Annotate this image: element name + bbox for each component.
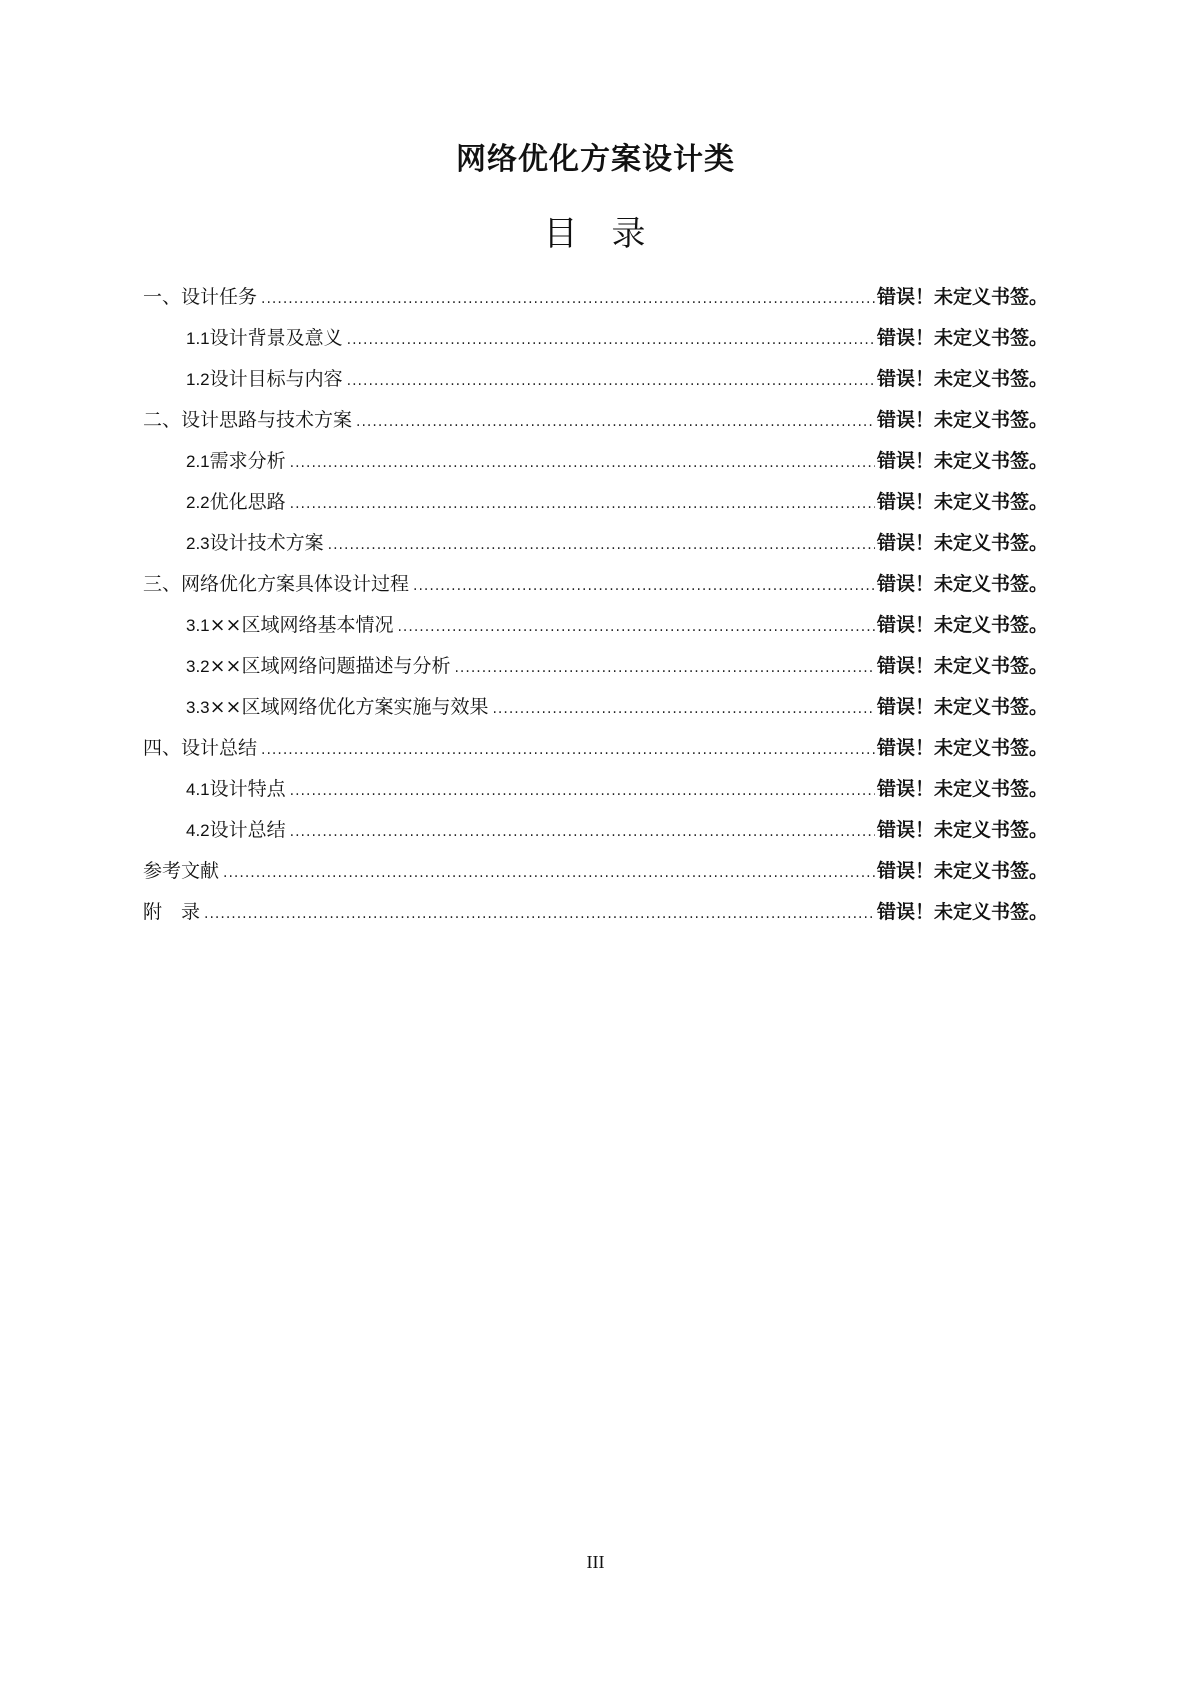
toc-entry-number: 3.3 [186,698,210,717]
toc-entry-label: 设计总结 [209,819,286,841]
toc-entry-number: 1.2 [186,370,210,389]
toc-entry-number: 三、 [143,574,182,595]
toc-entry-page-ref: 错误！未定义书签。 [876,450,1048,472]
toc-dot-leader [347,320,875,361]
toc-entry[interactable] [143,400,1048,441]
toc-entry[interactable] [143,687,1048,728]
toc-entry-number: 2.3 [186,534,210,553]
toc-entry[interactable] [143,892,1048,933]
toc-entry-page-ref: 错误！未定义书签。 [876,573,1048,595]
toc-dot-leader [492,689,875,730]
toc-entry[interactable] [143,851,1048,892]
toc-entry[interactable] [143,523,1048,564]
toc-entry[interactable] [143,769,1048,810]
toc-entry-label: 附 录 [143,901,201,923]
toc-entry-page-ref: 错误！未定义书签。 [876,737,1048,759]
toc-entry-number: 3.1 [186,616,210,635]
toc-entry-page-ref: 错误！未定义书签。 [876,286,1048,308]
toc-entry[interactable] [143,318,1048,359]
toc-entry-label: 设计特点 [209,778,286,800]
toc-entry[interactable] [143,728,1048,769]
toc-entry-page-ref: 错误！未定义书签。 [876,491,1048,513]
toc-dot-leader [204,894,875,935]
toc-entry[interactable] [143,441,1048,482]
toc-entry-label: 设计技术方案 [209,532,324,554]
toc-entry-number: 四、 [143,738,182,759]
toc-entry-page-ref: 错误！未定义书签。 [876,368,1048,390]
toc-entry-page-ref: 错误！未定义书签。 [876,696,1048,718]
toc-entry-label: ××区域网络优化方案实施与效果 [209,696,489,718]
toc-entry-page-ref: 错误！未定义书签。 [876,327,1048,349]
toc-entry-label: 需求分析 [209,450,286,472]
toc-dot-leader [356,402,875,443]
toc-dot-leader [454,648,875,689]
toc-entry[interactable] [143,482,1048,523]
toc-entry-number: 3.2 [186,657,210,676]
toc-dot-leader [290,443,875,484]
toc-dot-leader [290,484,875,525]
toc-entry-label: 设计背景及意义 [209,327,343,349]
toc-heading-left: 目 [543,214,580,254]
toc-entry-number: 二、 [143,410,182,431]
toc-entry[interactable] [143,810,1048,851]
toc-entry-page-ref: 错误！未定义书签。 [876,901,1048,923]
toc-dot-leader [347,361,875,402]
page-number: III [586,1552,605,1572]
toc-entry-page-ref: 错误！未定义书签。 [876,778,1048,800]
toc-entry-page-ref: 错误！未定义书签。 [876,860,1048,882]
toc-entry-label: 设计总结 [181,737,258,759]
document-title: 网络优化方案设计类 [456,142,735,177]
toc-entry-label: ××区域网络问题描述与分析 [209,655,451,677]
toc-entry[interactable] [143,605,1048,646]
toc-dot-leader [397,607,875,648]
toc-dot-leader [261,279,875,320]
toc-entry-page-ref: 错误！未定义书签。 [876,655,1048,677]
toc-dot-leader [290,812,875,853]
toc-heading [0,212,1191,256]
toc-entry-label: 设计任务 [181,286,258,308]
toc-entry[interactable] [143,277,1048,318]
toc-entry-page-ref: 错误！未定义书签。 [876,532,1048,554]
toc-heading-right: 录 [611,214,648,254]
toc-entry-page-ref: 错误！未定义书签。 [876,409,1048,431]
toc-entry-page-ref: 错误！未定义书签。 [876,614,1048,636]
toc-entry-label: 参考文献 [143,860,220,882]
toc-dot-leader [261,730,875,771]
toc-dot-leader [290,771,875,812]
toc-entry-label: 优化思路 [209,491,286,513]
toc-entry-number: 1.1 [186,329,210,348]
toc-entry-number: 2.2 [186,493,210,512]
toc-entry-number: 一、 [143,287,182,308]
toc-entry-label: 网络优化方案具体设计过程 [181,573,410,595]
toc-dot-leader [413,566,875,607]
toc-entry-page-ref: 错误！未定义书签。 [876,819,1048,841]
toc-entry-label: 设计目标与内容 [209,368,343,390]
toc-entry-number: 4.1 [186,780,210,799]
toc-dot-leader [223,853,875,894]
toc-entry-number: 2.1 [186,452,210,471]
toc-entry[interactable] [143,359,1048,400]
toc-dot-leader [328,525,875,566]
toc-entry[interactable] [143,564,1048,605]
toc-entry-label: ××区域网络基本情况 [209,614,394,636]
toc-entry-label: 设计思路与技术方案 [181,409,353,431]
toc-entry[interactable] [143,646,1048,687]
toc-entry-number: 4.2 [186,821,210,840]
table-of-contents [143,277,1048,933]
